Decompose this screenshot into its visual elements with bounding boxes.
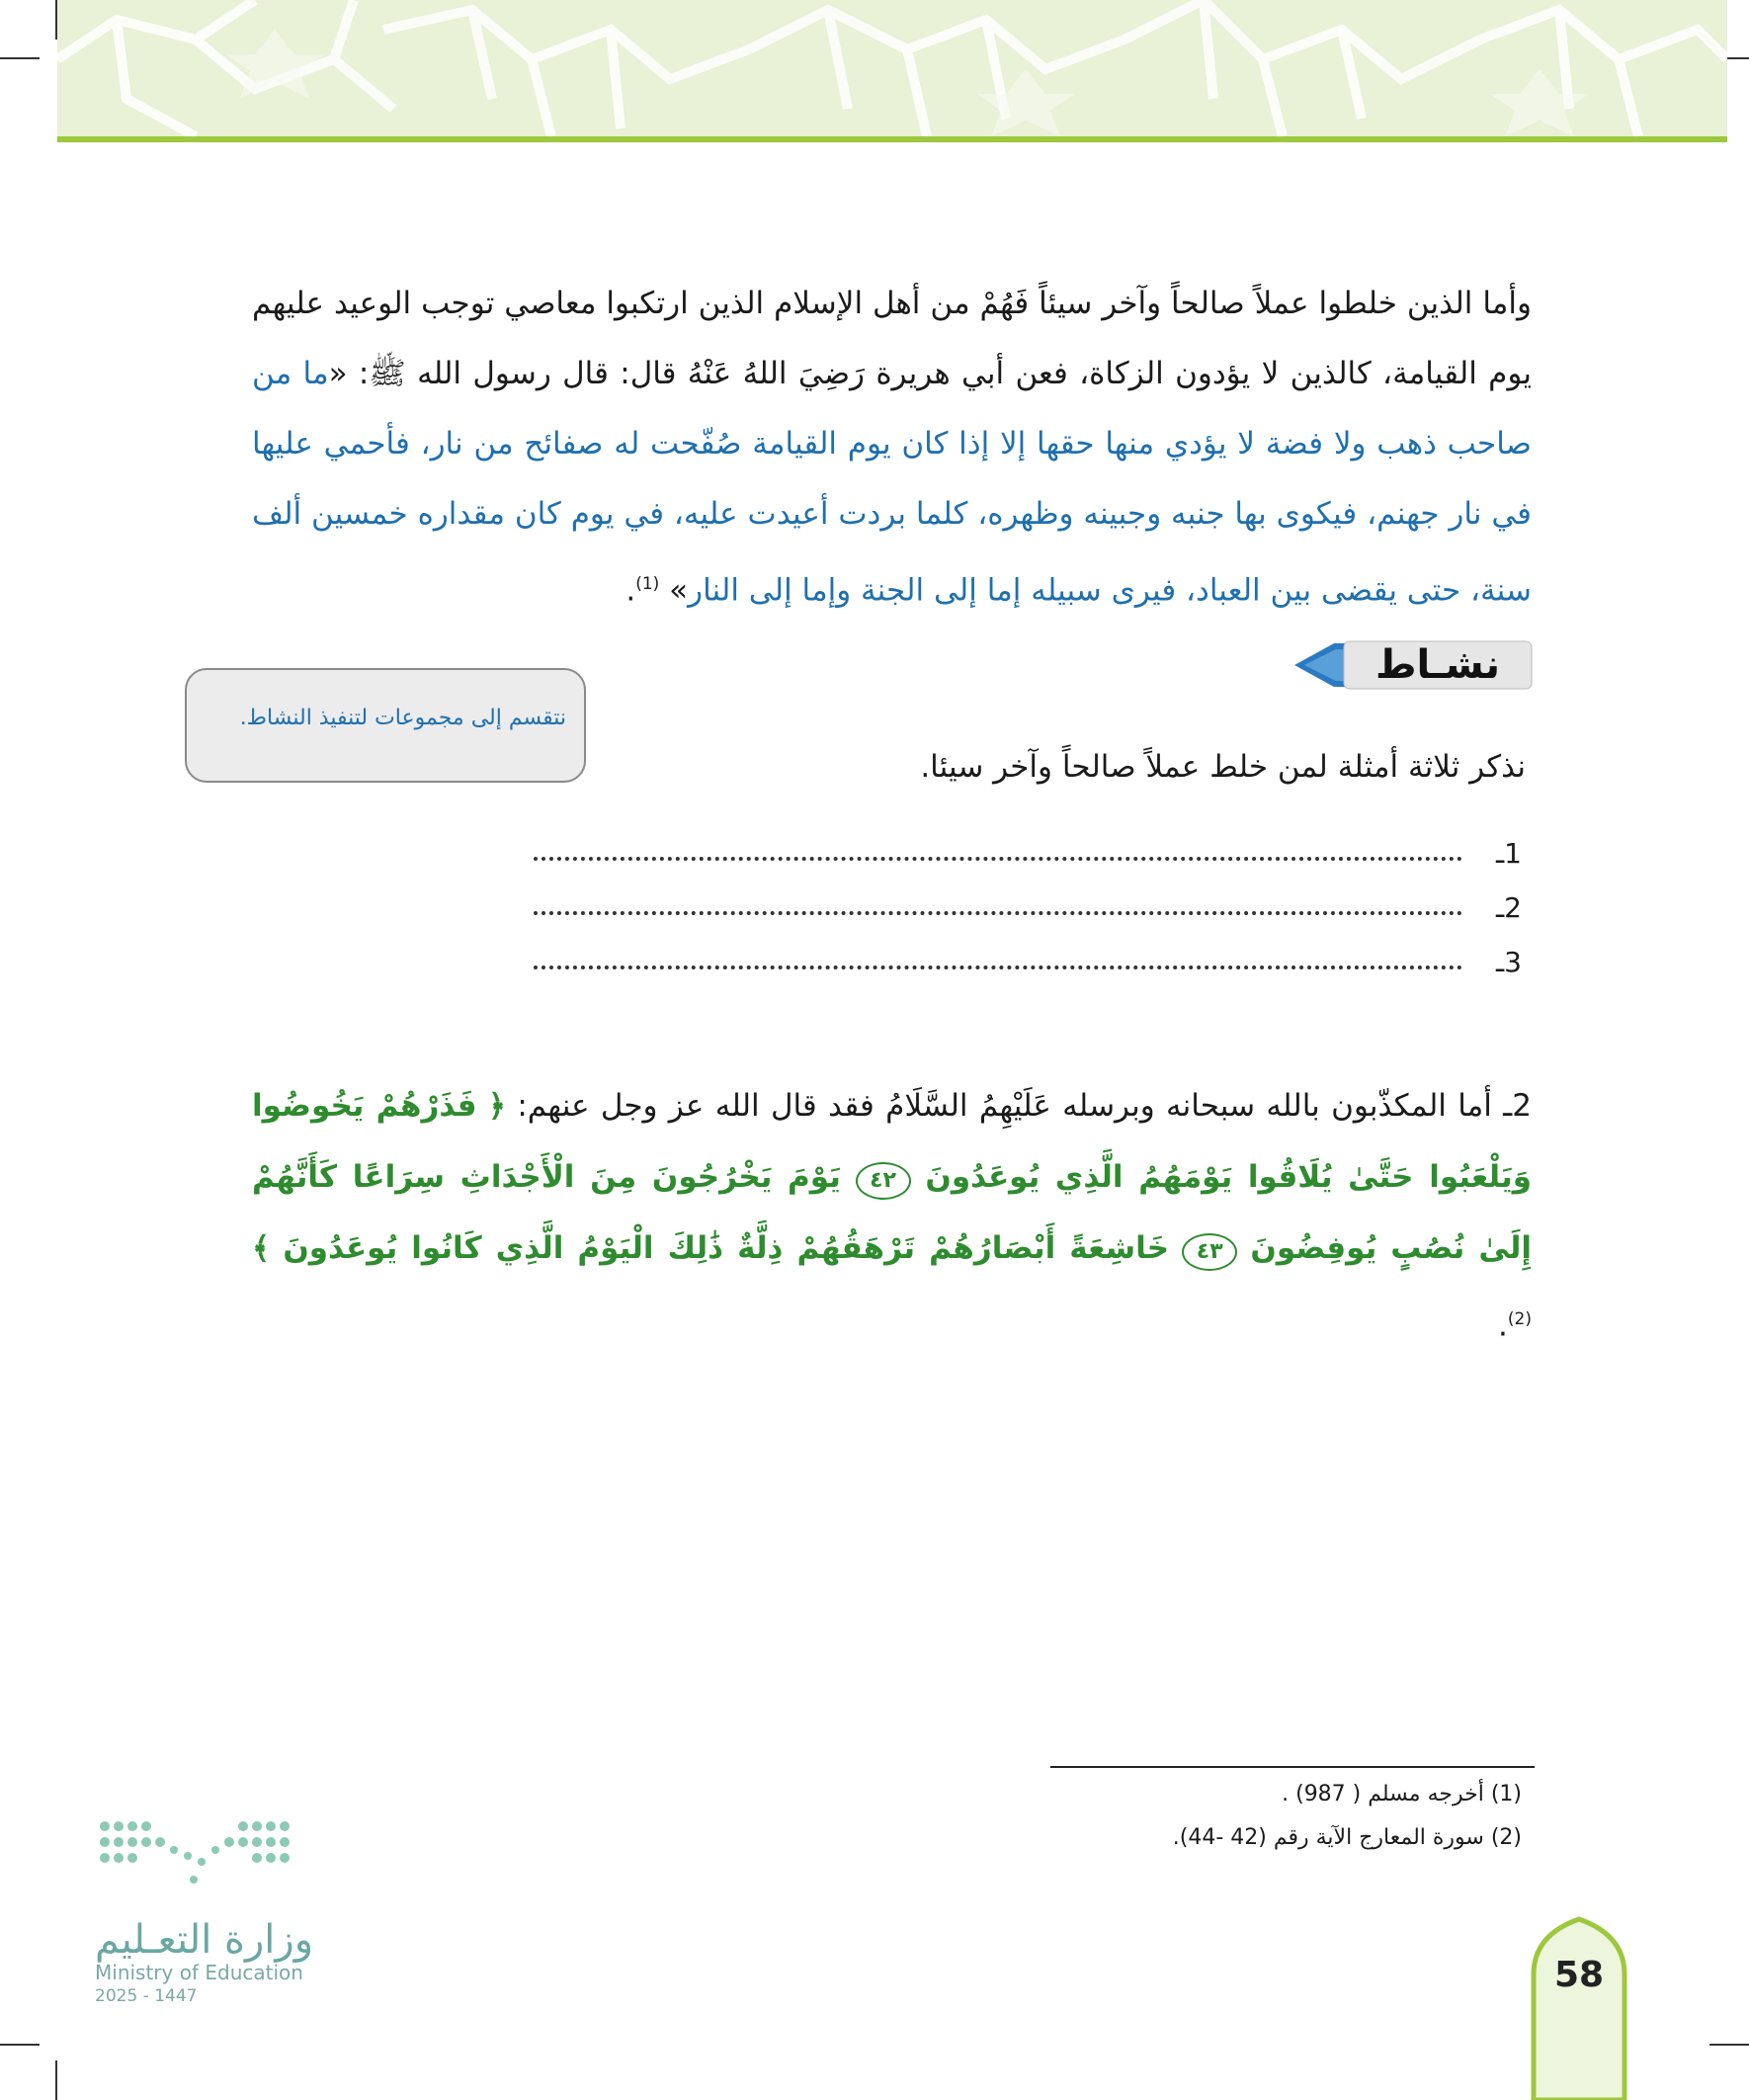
quran-end: . xyxy=(1498,1307,1508,1344)
hadith-text: ما من صاحب ذهب ولا فضة لا يؤدي منها حقها إلا إذا كان يوم القيامة صُفّحت له صفائح من نار، فأحمي عليها في نار جهنم، فيكوى بها جنبه وجبينه وظهره، كلما بردت أعيدت عليه، في يوم كان مقداره خمسين ألف سنة، حتى يقضى بين العباد، فيرى سبيله إما إلى الجنة وإما إلى النار xyxy=(252,356,1532,609)
answer-line-1[interactable] xyxy=(534,837,1522,877)
answer-dotted-field[interactable] xyxy=(534,911,1462,915)
ayah-number-43: ٤٣ xyxy=(1182,1233,1237,1271)
quran-verse-2: يَوْمَ يَخْرُجُونَ مِنَ الْأَجْدَاثِ سِرَاعًا كَأَنَّهُمْ إِلَىٰ نُصُبٍ يُوفِضُونَ xyxy=(252,1159,1533,1266)
activity-title: نشـاط xyxy=(1375,642,1500,688)
ministry-year: 2025 - 1447 xyxy=(95,1986,198,2006)
footnote-ref-2[interactable]: (2) xyxy=(1507,1309,1532,1329)
ayah-number-42: ٤٢ xyxy=(856,1162,911,1200)
group-note-box xyxy=(185,668,586,783)
header-green-rule xyxy=(57,136,1727,142)
ministry-name-ar: وزارة التعـليم xyxy=(95,1917,314,1963)
quran-close-bracket: ﴾ xyxy=(252,1230,271,1266)
footnote-rule xyxy=(1050,1766,1535,1768)
quran-paragraph xyxy=(252,1070,1532,1361)
quran-open-bracket: ﴿ xyxy=(487,1088,507,1124)
answer-dotted-field[interactable] xyxy=(534,966,1462,969)
footnote-ref-1[interactable]: (1) xyxy=(635,574,660,594)
crop-mark xyxy=(1709,2044,1749,2046)
islamic-star-pattern xyxy=(57,0,1727,136)
hadith-closing-mark: » xyxy=(669,572,689,609)
group-note-text: نتقسم إلى مجموعات لتنفيذ النشاط. xyxy=(239,706,566,730)
page-number-tab xyxy=(1530,1915,1628,2100)
ministry-name-en: Ministry of Education xyxy=(95,1961,303,1984)
answer-dotted-field[interactable] xyxy=(534,857,1462,861)
intro-plain-text: وأما الذين خلطوا عملاً صالحاً وآخر سيئاً فَهُمْ من أهل الإسلام الذين ارتكبوا معاصي توجب الوعيد عليهم يوم القيامة، كالذين لا يؤدون الزكاة، فعن أبي هريرة رَضِيَ اللهُ عَنْهُ قال: قال رسول الله ﷺ: « xyxy=(252,286,1532,391)
page-number: 58 xyxy=(1553,1955,1605,1995)
answer-line-2[interactable] xyxy=(534,891,1522,931)
quran-verse-3: خَاشِعَةً أَبْصَارُهُمْ تَرْهَقُهُمْ ذِلَّةٌ ذَٰلِكَ الْيَوْمُ الَّذِي كَانُوا يُوعَدُونَ xyxy=(283,1230,1170,1266)
answer-number: 3ـ xyxy=(1495,946,1522,978)
crop-mark xyxy=(55,2060,57,2100)
answer-number: 2ـ xyxy=(1495,891,1522,924)
footnote-2: (2) سورة المعارج الآية رقم (42 -44). xyxy=(1172,1825,1522,1850)
header-pattern-band xyxy=(57,0,1727,136)
ministry-logo-icon xyxy=(95,1816,312,1915)
quran-intro: 2ـ أما المكذّبون بالله سبحانه وبرسله عَلَيْهِمُ السَّلَامُ فقد قال الله عز وجل عنهم: xyxy=(517,1088,1532,1124)
answer-line-3[interactable] xyxy=(534,946,1522,985)
crop-mark xyxy=(0,57,40,59)
quran-verse-1: فَذَرْهُمْ يَخُوضُوا وَيَلْعَبُوا حَتَّىٰ يُلَاقُوا يَوْمَهُمُ الَّذِي يُوعَدُونَ xyxy=(252,1088,1532,1195)
intro-end: . xyxy=(625,572,636,609)
footnote-1: (1) أخرجه مسلم ( 987) . xyxy=(1282,1782,1522,1806)
crop-mark xyxy=(0,2044,40,2046)
answer-number: 1ـ xyxy=(1495,837,1522,870)
intro-paragraph xyxy=(252,269,1532,626)
activity-prompt: نذكر ثلاثة أمثلة لمن خلط عملاً صالحاً وآخر سيئا. xyxy=(920,749,1526,785)
